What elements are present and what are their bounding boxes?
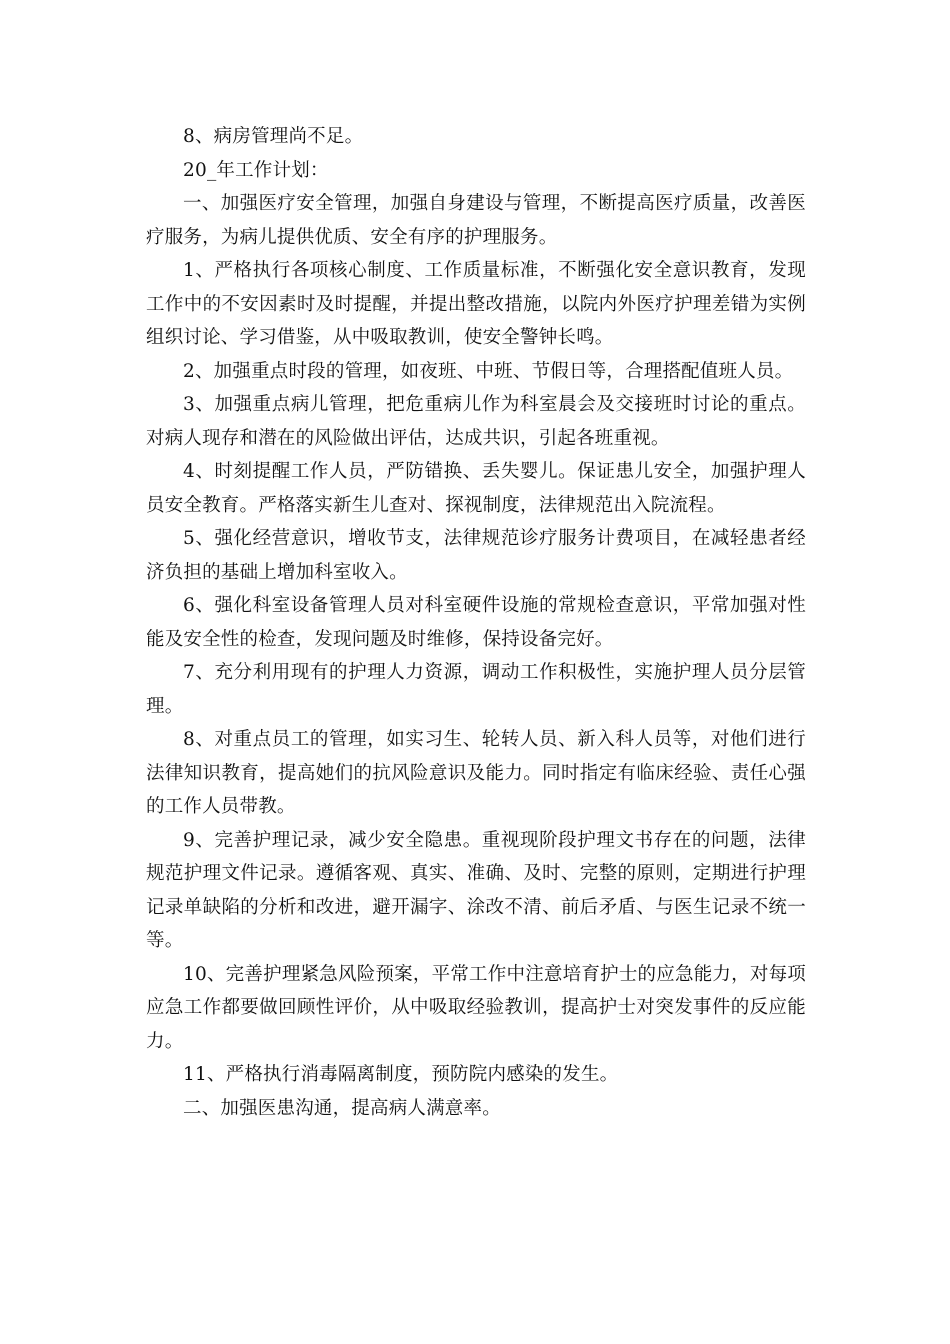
paragraph-10: 7、充分利用现有的护理人力资源，调动工作积极性，实施护理人员分层管理。 — [146, 662, 806, 717]
paragraph-8: 5、强化经营意识，增收节支，法律规范诊疗服务计费项目，在减轻患者经济负担的基础上增加科室收入。 — [146, 528, 806, 583]
document-page — [146, 120, 806, 1125]
paragraph-6: 3、加强重点病儿管理，把危重病儿作为科室晨会及交接班时讨论的重点。对病人现存和潜在的风险做出评估，达成共识，引起各班重视。 — [146, 394, 806, 449]
paragraph-7: 4、时刻提醒工作人员，严防错换、丢失婴儿。保证患儿安全，加强护理人员安全教育。严格落实新生儿查对、探视制度，法律规范出入院流程。 — [146, 461, 806, 516]
paragraph-4: 1、严格执行各项核心制度、工作质量标准，不断强化安全意识教育，发现工作中的不安因素时及时提醒，并提出整改措施，以院内外医疗护理差错为实例组织讨论、学习借鉴，从中吸取教训，使安全警钟长鸣。 — [146, 260, 806, 348]
paragraph-14: 11、严格执行消毒隔离制度，预防院内感染的发生。 — [183, 1064, 619, 1085]
paragraph-13: 10、完善护理紧急风险预案，平常工作中注意培育护士的应急能力，对每项应急工作都要做回顾性评价，从中吸取经验教训，提高护士对突发事件的反应能力。 — [146, 963, 806, 1052]
paragraph-2: 20_年工作计划： — [183, 159, 329, 181]
paragraph-9: 6、强化科室设备管理人员对科室硬件设施的常规检查意识，平常加强对性能及安全性的检查，发现问题及时维修，保持设备完好。 — [146, 595, 806, 650]
paragraph-5: 2、加强重点时段的管理，如夜班、中班、节假日等，合理搭配值班人员。 — [183, 360, 794, 382]
paragraph-11: 8、对重点员工的管理，如实习生、轮转人员、新入科人员等，对他们进行法律知识教育，提高她们的抗风险意识及能力。同时指定有临床经验、责任心强的工作人员带教。 — [146, 729, 806, 817]
paragraph-15: 二、加强医患沟通，提高病人满意率。 — [183, 1097, 501, 1119]
paragraph-3: 一、加强医疗安全管理，加强自身建设与管理，不断提高医疗质量，改善医疗服务，为病儿提供优质、安全有序的护理服务。 — [146, 193, 806, 248]
paragraph-12: 9、完善护理记录，减少安全隐患。重视现阶段护理文书存在的问题，法律规范护理文件记录。遵循客观、真实、准确、及时、完整的原则，定期进行护理记录单缺陷的分析和改进，避开漏字、涂改不清、前后矛盾、与医生记录不统一等。 — [146, 829, 806, 951]
paragraph-1: 8、病房管理尚不足。 — [183, 126, 364, 147]
